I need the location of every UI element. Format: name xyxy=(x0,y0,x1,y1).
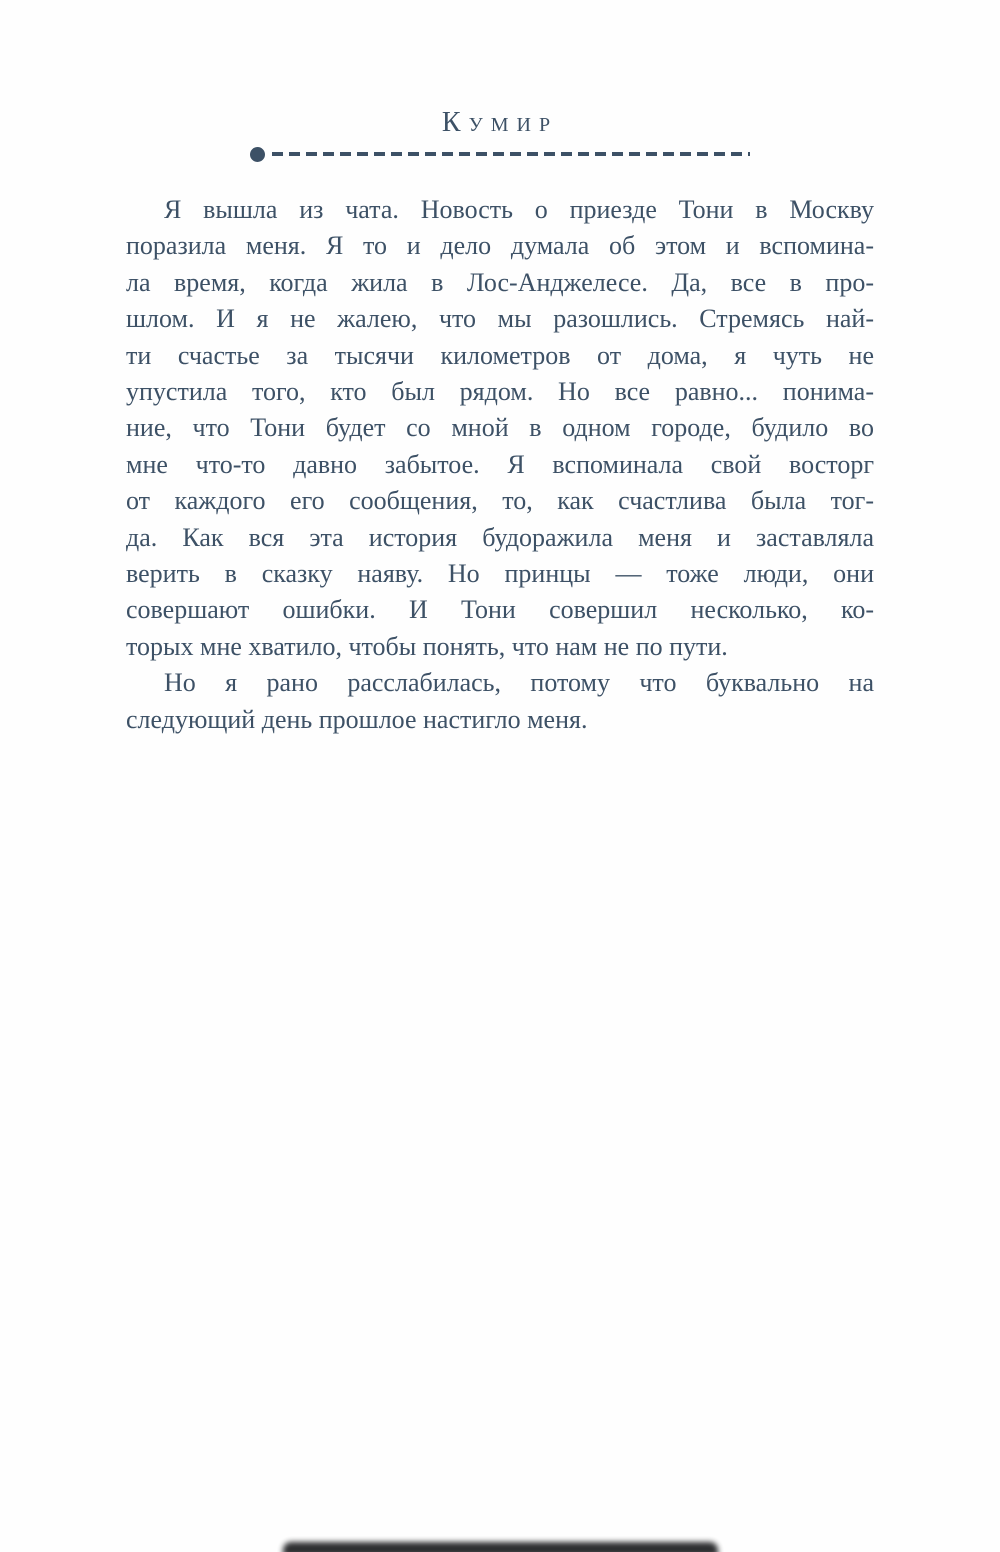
text-line: следующий день прошлое настигло меня. xyxy=(126,704,588,734)
text-line: ти счастье за тысячи километров от дома, я чуть не xyxy=(126,340,874,370)
paragraph xyxy=(126,665,874,738)
rule-dashed-line xyxy=(272,152,750,156)
paragraph xyxy=(126,192,874,665)
decorative-rule xyxy=(250,146,750,162)
text-line: шлом. И я не жалею, что мы разошлись. Стремясь най- xyxy=(126,304,874,334)
text-line: верить в сказку наяву. Но принцы — тоже люди, они xyxy=(126,559,874,589)
text-block xyxy=(126,192,874,738)
text-line: совершают ошибки. И Тони совершил несколько, ко- xyxy=(126,595,874,625)
running-head xyxy=(0,0,1000,162)
text-line: ла время, когда жила в Лос-Анджелесе. Да, все в про- xyxy=(126,267,874,297)
text-line: Я вышла из чата. Новость о приезде Тони в Москву xyxy=(164,195,874,224)
text-line: упустила того, кто был рядом. Но все равно... понима- xyxy=(126,377,874,407)
text-line: торых мне хватило, чтобы понять, что нам не по пути. xyxy=(126,631,728,661)
rule-dot-icon xyxy=(250,147,265,162)
page-bottom-edge-shadow xyxy=(283,1542,718,1552)
text-line: ние, что Тони будет со мной в одном городе, будило во xyxy=(126,413,874,443)
text-line: Но я рано расслабилась, потому что буквально на xyxy=(164,668,874,698)
chapter-title: Кумир xyxy=(441,107,559,138)
text-line: от каждого его сообщения, то, как счастлива была тог- xyxy=(126,486,874,516)
text-line: да. Как вся эта история будоражила меня и заставляла xyxy=(126,522,874,552)
text-line: мне что-то давно забытое. Я вспоминала свой восторг xyxy=(126,449,874,479)
text-line: поразила меня. Я то и дело думала об этом и вспомина- xyxy=(126,231,874,261)
